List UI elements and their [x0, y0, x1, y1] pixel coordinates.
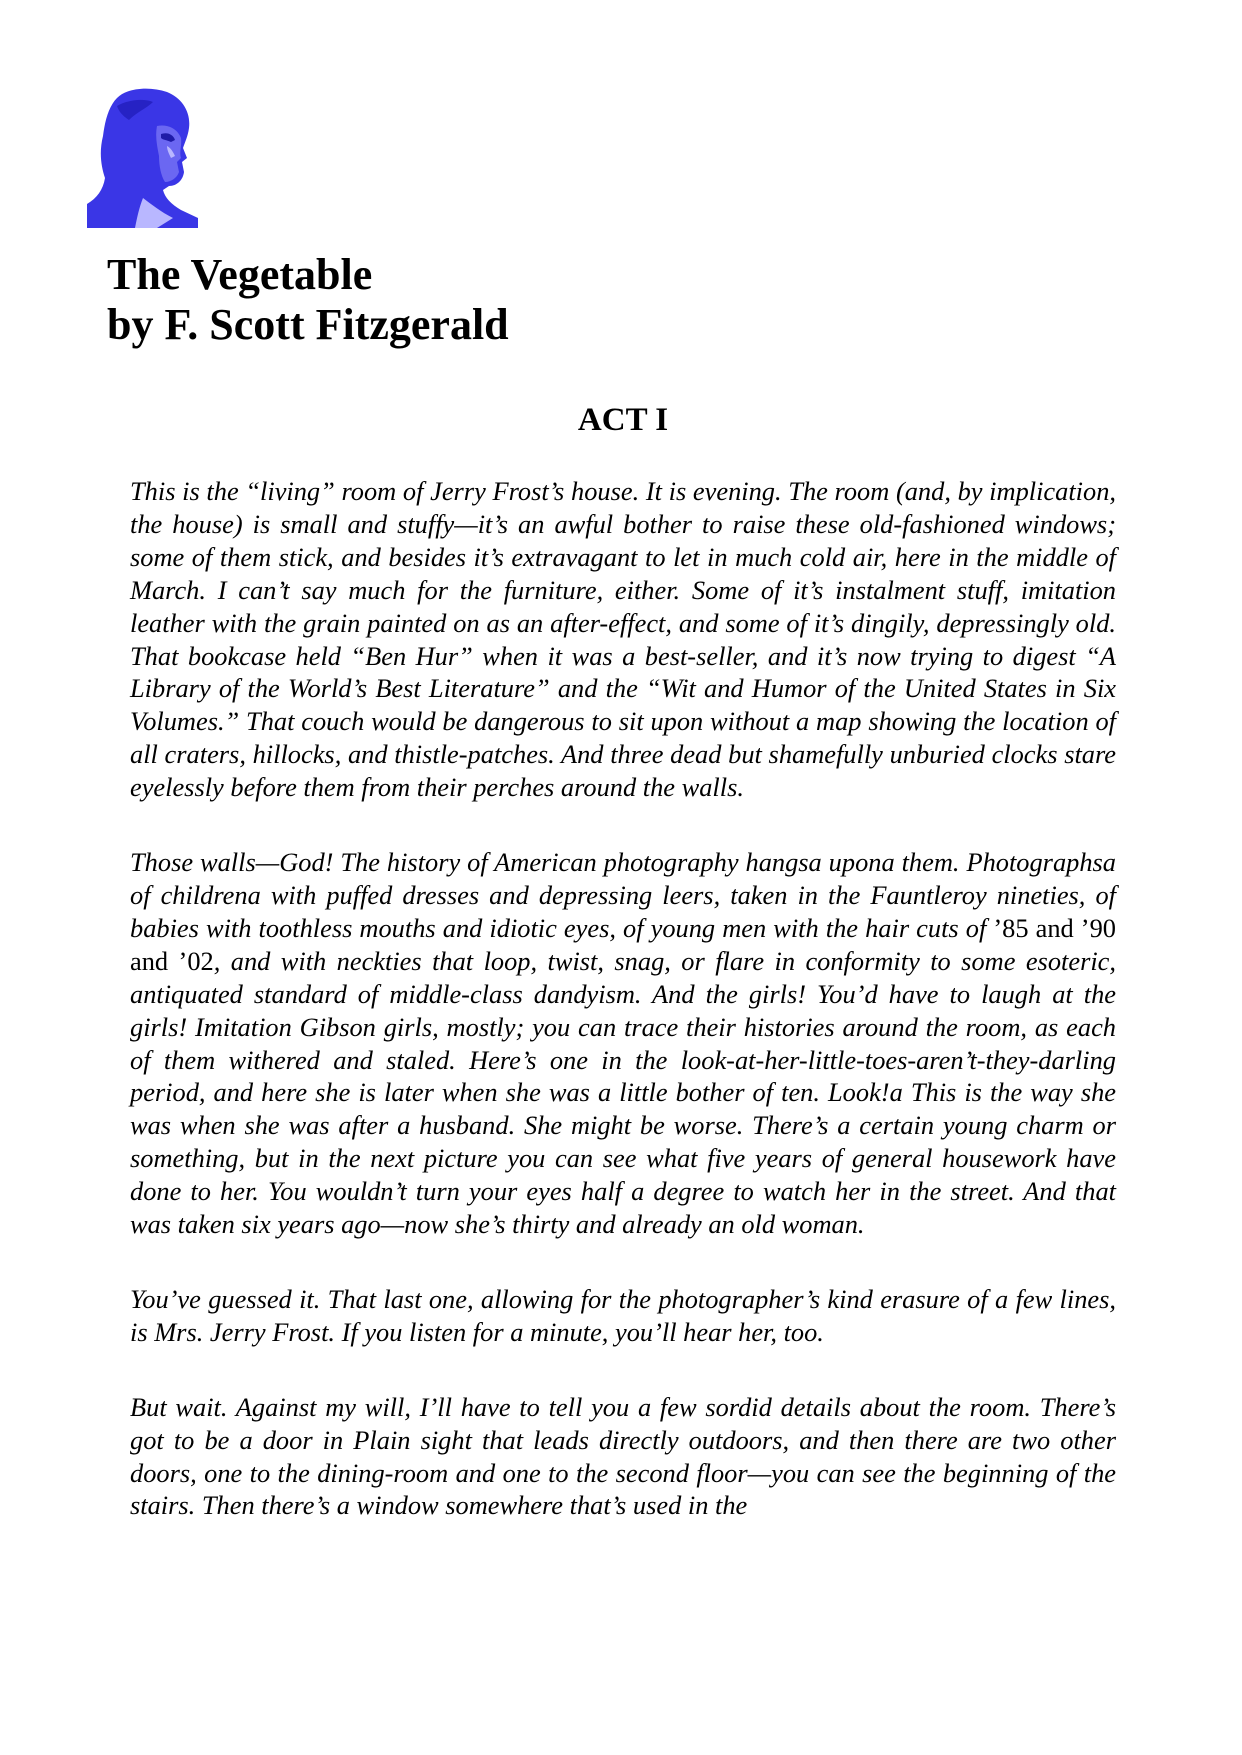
- title-line: The Vegetable: [107, 250, 373, 299]
- act-heading: ACT I: [577, 402, 669, 438]
- paragraph-years: ’85 and ’90 and ’02: [130, 912, 1116, 976]
- author-portrait-icon: [87, 86, 198, 228]
- paragraph-text: , and with neckties that loop, twist, snag, or flare in conformity to some esoteric, antiquated standard of middle-class dandyism. And the girls! You’d have to laugh at the girls! Imitation Gibson girls, mostly; you can trace their histories around the room, as each of them withered and staled. Here’s one in the look-at-her-little-toes-aren’t-they-darling period, and here she is later when she was a little bother of ten. Look!a This is the way she was when she was after a husband. She might be worse. There’s a certain young charm or something, but in the next picture you can see what five years of general housework have done to her. You wouldn’t turn your eyes half a degree to watch her in the street. And that was taken six years ago—now she’s thirty and already an old woman.: [130, 945, 1116, 1240]
- document-title: [107, 250, 509, 350]
- paragraph: You’ve guessed it. That last one, allowing for the photographer’s kind erasure of a few lines, is Mrs. Jerry Frost. If you listen for a minute, you’ll hear her, too.: [130, 1283, 1116, 1347]
- paragraph-text: Those walls—God! The history of American photography hangsa upona them. Photographsa of childrena with puffed dresses and depressing leers, taken in the Fauntleroy nineties, of babies with toothless mouths and idiotic eyes, of young men with the hair cuts of: [130, 847, 1116, 943]
- paragraph: But wait. Against my will, I’ll have to tell you a few sordid details about the room. There’s got to be a door in Plain sight that leads directly outdoors, and then there are two other doors, one to the dining-room and one to the second floor—you can see the beginning of the stairs. Then there’s a window somewhere that’s used in the: [130, 1391, 1116, 1521]
- author-line: by F. Scott Fitzgerald: [107, 300, 509, 349]
- paragraph: This is the “living” room of Jerry Frost’s house. It is evening. The room (and, by implication, the house) is small and stuffy—it’s an awful bother to raise these old-fashioned windows; some of them stick, and besides it’s extravagant to let in much cold air, here in the middle of March. I can’t say much for the furniture, either. Some of it’s instalment stuff, imitation leather with the grain painted on as an after-effect, and some of it’s dingily, depressingly old. That bookcase held “Ben Hur” when it was a best-seller, and it’s now trying to digest “A Library of the World’s Best Literature” and the “Wit and Humor of the United States in Six Volumes.” That couch would be dangerous to sit upon without a map showing the location of all craters, hillocks, and thistle-patches. And three dead but shamefully unburied clocks stare eyelessly before them from their perches around the walls.: [130, 476, 1116, 803]
- stage-directions: [130, 475, 1116, 1564]
- paragraph: [130, 846, 1116, 1241]
